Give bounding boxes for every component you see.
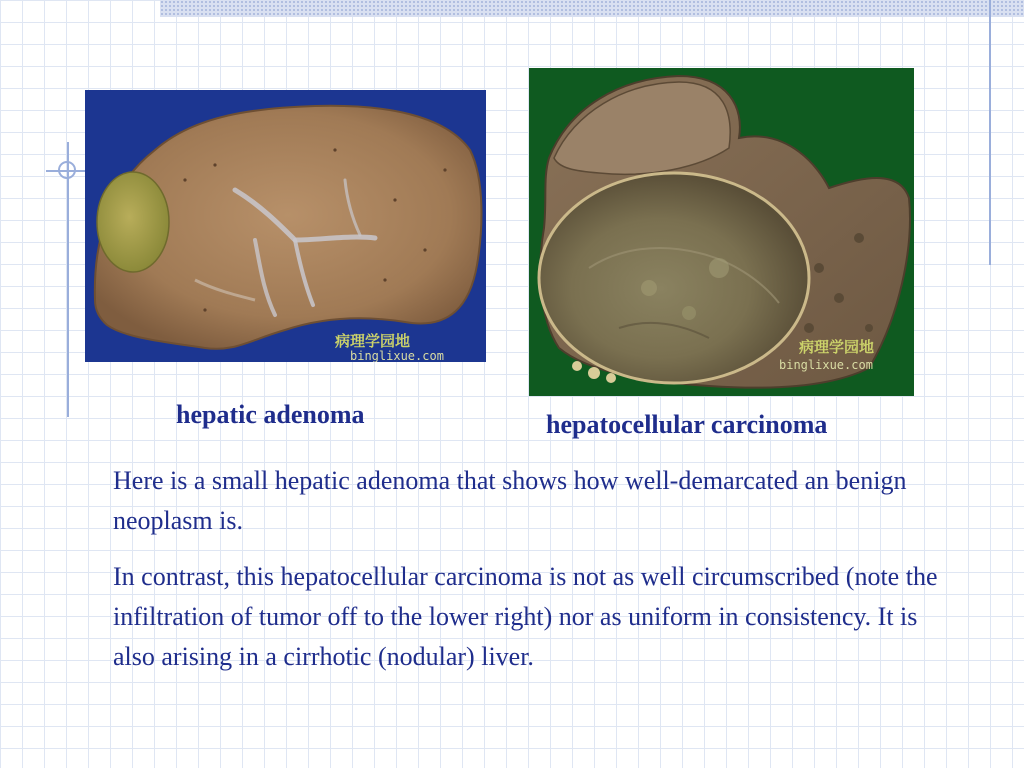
paragraph-adenoma-description: Here is a small hepatic adenoma that shows how well-demarcated an benign neoplasm is. <box>113 466 907 535</box>
right-image-watermark: 病理学园地 <box>799 338 875 356</box>
paragraph-carcinoma-description: In contrast, this hepatocellular carcinoma is not as well circumscribed (note the infiltration of tumor off to the lower right) nor as uniform in consistency. It is also arising in a cirrhotic (nodular) liver. <box>113 562 938 671</box>
left-image-watermark-url: binglixue.com <box>350 349 444 362</box>
decorative-vertical-rule-left <box>67 142 69 417</box>
caption-hepatic-adenoma: hepatic adenoma <box>176 400 365 429</box>
left-image-watermark: 病理学园地 <box>335 332 411 350</box>
right-image-watermark-url: binglixue.com <box>779 358 873 372</box>
caption-hepatocellular-carcinoma: hepatocellular carcinoma <box>546 410 828 439</box>
decorative-vertical-rule-right <box>989 0 991 265</box>
hepatic-adenoma-image <box>85 90 486 362</box>
hepatic-adenoma-illustration <box>85 90 486 362</box>
hepatocellular-carcinoma-image <box>529 68 914 396</box>
header-decorative-band <box>160 0 1024 17</box>
decorative-circle-marker <box>58 161 76 179</box>
